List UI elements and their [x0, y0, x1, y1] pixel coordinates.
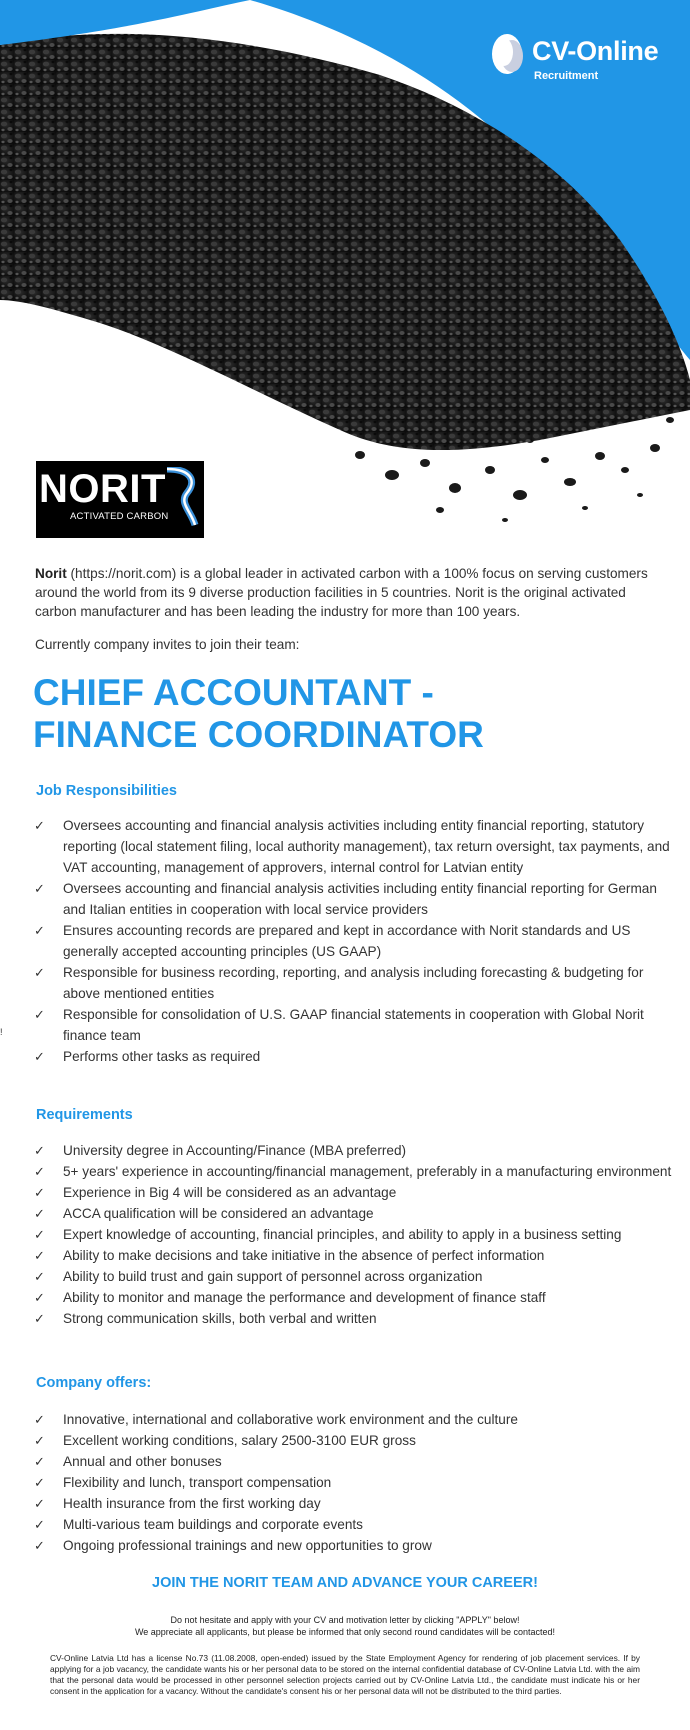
requirements-list — [34, 1140, 674, 1329]
job-title-line-1: CHIEF ACCOUNTANT - — [33, 672, 434, 713]
check-icon: ✓ — [34, 818, 45, 833]
check-icon: ✓ — [34, 1248, 45, 1263]
list-item: ✓ Experience in Big 4 will be considered as an advantage — [34, 1182, 674, 1203]
stray-mark: ! — [0, 1027, 3, 1037]
company-description: (https://norit.com) is a global leader in activated carbon with a 100% focus on serving customers around the world from its 9 diverse production facilities in 5 countries. Norit is the original activated carbon manufacturer and has been leading the industry for more than 100 years. — [35, 566, 648, 619]
check-icon: ✓ — [34, 1143, 45, 1158]
check-icon: ✓ — [34, 881, 45, 896]
responsibilities-list — [34, 815, 674, 1067]
list-item: ✓ ACCA qualification will be considered an advantage — [34, 1203, 674, 1224]
company-intro — [35, 564, 665, 621]
invite-text: Currently company invites to join their team: — [35, 637, 300, 652]
list-item: ✓ Excellent working conditions, salary 2500-3100 EUR gross — [34, 1430, 674, 1451]
check-icon: ✓ — [34, 1185, 45, 1200]
job-title — [33, 672, 653, 756]
check-icon: ✓ — [34, 965, 45, 980]
offers-heading: Company offers: — [36, 1375, 152, 1391]
legal-notice: CV-Online Latvia Ltd has a license No.73 (11.08.2008, open-ended) issued by the State Employment Agency for rendering of job placement services. If by applying for a job vacancy, the candidate wants his or her personal data to be stored on the internal confidential database of CV-Online Latvia Ltd. with the aim that the personal data would be processed in other personnel selection projects carried out by CV-Online Latvia Ltd., the candidate must indicate his or her consent in the application for a vacancy. Without the candidate's consent his or her personal data will not be distributed to the third parties. — [50, 1653, 640, 1696]
requirements-heading: Requirements — [36, 1107, 133, 1123]
check-icon: ✓ — [34, 1206, 45, 1221]
check-icon: ✓ — [34, 1227, 45, 1242]
job-title-line-2: FINANCE COORDINATOR — [33, 714, 484, 755]
list-item: ✓ Innovative, international and collaborative work environment and the culture — [34, 1409, 674, 1430]
call-to-action: JOIN THE NORIT TEAM AND ADVANCE YOUR CAREER! — [152, 1575, 538, 1591]
apply-note-line-2: We appreciate all applicants, but please be informed that only second round candidates will be contacted! — [134, 1627, 556, 1637]
list-item: ✓ Multi-various team buildings and corporate events — [34, 1514, 674, 1535]
check-icon: ✓ — [34, 1412, 45, 1427]
check-icon: ✓ — [34, 1007, 45, 1022]
list-item: ✓ Responsible for consolidation of U.S. GAAP financial statements in cooperation with Global Norit finance team — [34, 1004, 674, 1046]
norit-logo — [36, 461, 204, 538]
list-item: ✓ Ensures accounting records are prepared and kept in accordance with Norit standards and US generally accepted accounting principles (US GAAP) — [34, 920, 674, 962]
norit-logo-tagline: ACTIVATED CARBON — [70, 511, 169, 522]
apply-note-line-1: Do not hesitate and apply with your CV and motivation letter by clicking "APPLY" below! — [170, 1615, 520, 1625]
header-banner — [0, 0, 690, 545]
list-item: ✓ Responsible for business recording, reporting, and analysis including forecasting & budgeting for above mentioned entities — [34, 962, 674, 1004]
list-item: ✓ Ability to monitor and manage the performance and development of finance staff — [34, 1287, 674, 1308]
check-icon: ✓ — [34, 1290, 45, 1305]
apply-note — [0, 1614, 690, 1638]
list-item: ✓ Strong communication skills, both verbal and written — [34, 1308, 674, 1329]
list-item: ✓ Performs other tasks as required — [34, 1046, 674, 1067]
list-item: ✓ Ability to build trust and gain support of personnel across organization — [34, 1266, 674, 1287]
offers-list — [34, 1409, 674, 1556]
responsibilities-heading: Job Responsibilities — [36, 783, 177, 799]
check-icon: ✓ — [34, 1454, 45, 1469]
list-item: ✓ 5+ years' experience in accounting/financial management, preferably in a manufacturing environment — [34, 1161, 674, 1182]
check-icon: ✓ — [34, 1496, 45, 1511]
check-icon: ✓ — [34, 1164, 45, 1179]
cv-online-logo — [488, 30, 668, 86]
check-icon: ✓ — [34, 1433, 45, 1448]
check-icon: ✓ — [34, 1311, 45, 1326]
list-item: ✓ Flexibility and lunch, transport compensation — [34, 1472, 674, 1493]
list-item: ✓ Oversees accounting and financial analysis activities including entity financial reporting for German and Italian entities in cooperation with local service providers — [34, 878, 674, 920]
list-item: ✓ University degree in Accounting/Finance (MBA preferred) — [34, 1140, 674, 1161]
list-item: ✓ Oversees accounting and financial analysis activities including entity financial reporting, statutory reporting (local statement filing, local authority management), tax return oversight, tax payments, and VAT accounting, management of approvers, internal control for Latvian entity — [34, 815, 674, 878]
check-icon: ✓ — [34, 1517, 45, 1532]
company-name: Norit — [35, 566, 67, 581]
check-icon: ✓ — [34, 923, 45, 938]
check-icon: ✓ — [34, 1269, 45, 1284]
list-item: ✓ Health insurance from the first working day — [34, 1493, 674, 1514]
check-icon: ✓ — [34, 1475, 45, 1490]
cv-online-subtitle: Recruitment — [534, 70, 599, 82]
cv-online-name: CV-Online — [532, 36, 659, 66]
list-item: ✓ Ongoing professional trainings and new opportunities to grow — [34, 1535, 674, 1556]
cv-online-logo-icon — [488, 32, 528, 76]
list-item: ✓ Ability to make decisions and take initiative in the absence of perfect information — [34, 1245, 674, 1266]
check-icon: ✓ — [34, 1538, 45, 1553]
list-item: ✓ Annual and other bonuses — [34, 1451, 674, 1472]
check-icon: ✓ — [34, 1049, 45, 1064]
norit-logo-word: NORIT — [39, 467, 166, 511]
list-item: ✓ Expert knowledge of accounting, financial principles, and ability to apply in a business setting — [34, 1224, 674, 1245]
